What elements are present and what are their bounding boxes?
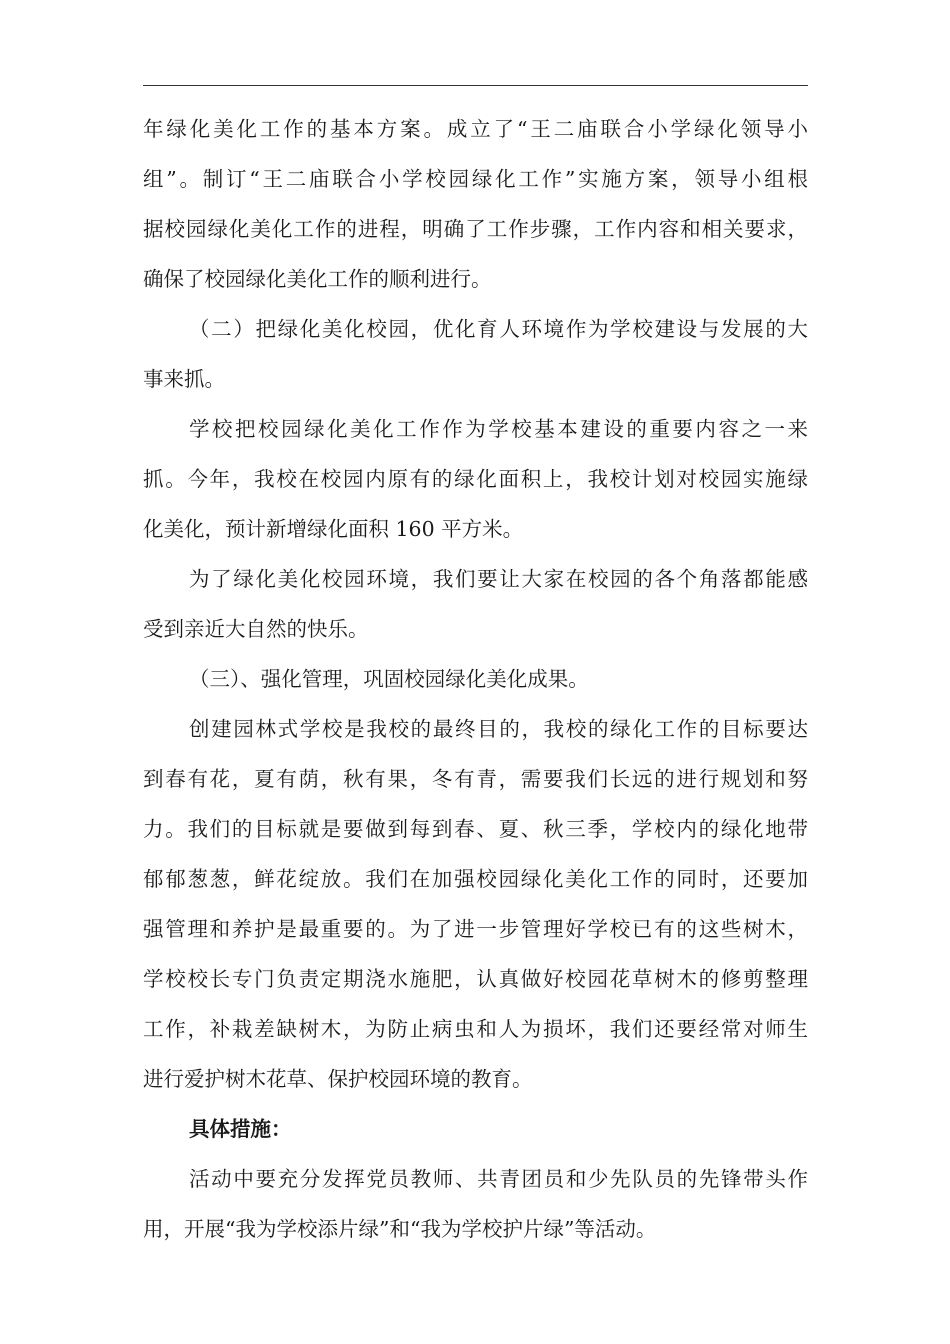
text-line: 年绿化美化工作的基本方案。成立了“王二庙联合小学绿化领导小 — [143, 117, 808, 141]
text-line: 事来抓。 — [143, 367, 225, 391]
text-line: 受到亲近大自然的快乐。 — [143, 617, 369, 641]
text-line: 抓。今年，我校在校园内原有的绿化面积上，我校计划对校园实施绿 — [143, 467, 808, 491]
text-line: （三）、强化管理，巩固校园绿化美化成果。 — [189, 667, 589, 691]
text-line: 创建园林式学校是我校的最终目的，我校的绿化工作的目标要达 — [189, 717, 808, 741]
section-heading: 具体措施： — [189, 1117, 292, 1141]
text-line: 强管理和养护是最重要的。为了进一步管理好学校已有的这些树木， — [143, 917, 808, 941]
text-line: 据校园绿化美化工作的进程，明确了工作步骤，工作内容和相关要求， — [143, 217, 808, 241]
text-line: 学校把校园绿化美化工作作为学校基本建设的重要内容之一来 — [189, 417, 808, 441]
text-line: 组”。制订“王二庙联合小学校园绿化工作”实施方案，领导小组根 — [143, 167, 808, 191]
text-line: 力。我们的目标就是要做到每到春、夏、秋三季，学校内的绿化地带 — [143, 817, 808, 841]
text-line: 学校校长专门负责定期浇水施肥，认真做好校园花草树木的修剪整理 — [143, 967, 808, 991]
header-rule — [143, 85, 808, 86]
text-line: 活动中要充分发挥党员教师、共青团员和少先队员的先锋带头作 — [189, 1167, 808, 1191]
text-line: 郁郁葱葱，鲜花绽放。我们在加强校园绿化美化工作的同时，还要加 — [143, 867, 808, 891]
document-body — [143, 104, 808, 1254]
text-line: 工作，补栽差缺树木，为防止病虫和人为损坏，我们还要经常对师生 — [143, 1017, 808, 1041]
text-line: 为了绿化美化校园环境，我们要让大家在校园的各个角落都能感 — [189, 567, 808, 591]
text-line: 进行爱护树木花草、保护校园环境的教育。 — [143, 1067, 533, 1091]
text-line: 确保了校园绿化美化工作的顺利进行。 — [143, 267, 492, 291]
text-line: 到春有花，夏有荫，秋有果，冬有青，需要我们长远的进行规划和努 — [143, 767, 808, 791]
text-line: 化美化，预计新增绿化面积 160 平方米。 — [143, 517, 524, 541]
text-line: （二）把绿化美化校园，优化育人环境作为学校建设与发展的大 — [189, 317, 808, 341]
text-line: 用，开展“我为学校添片绿”和“我为学校护片绿”等活动。 — [143, 1217, 657, 1241]
